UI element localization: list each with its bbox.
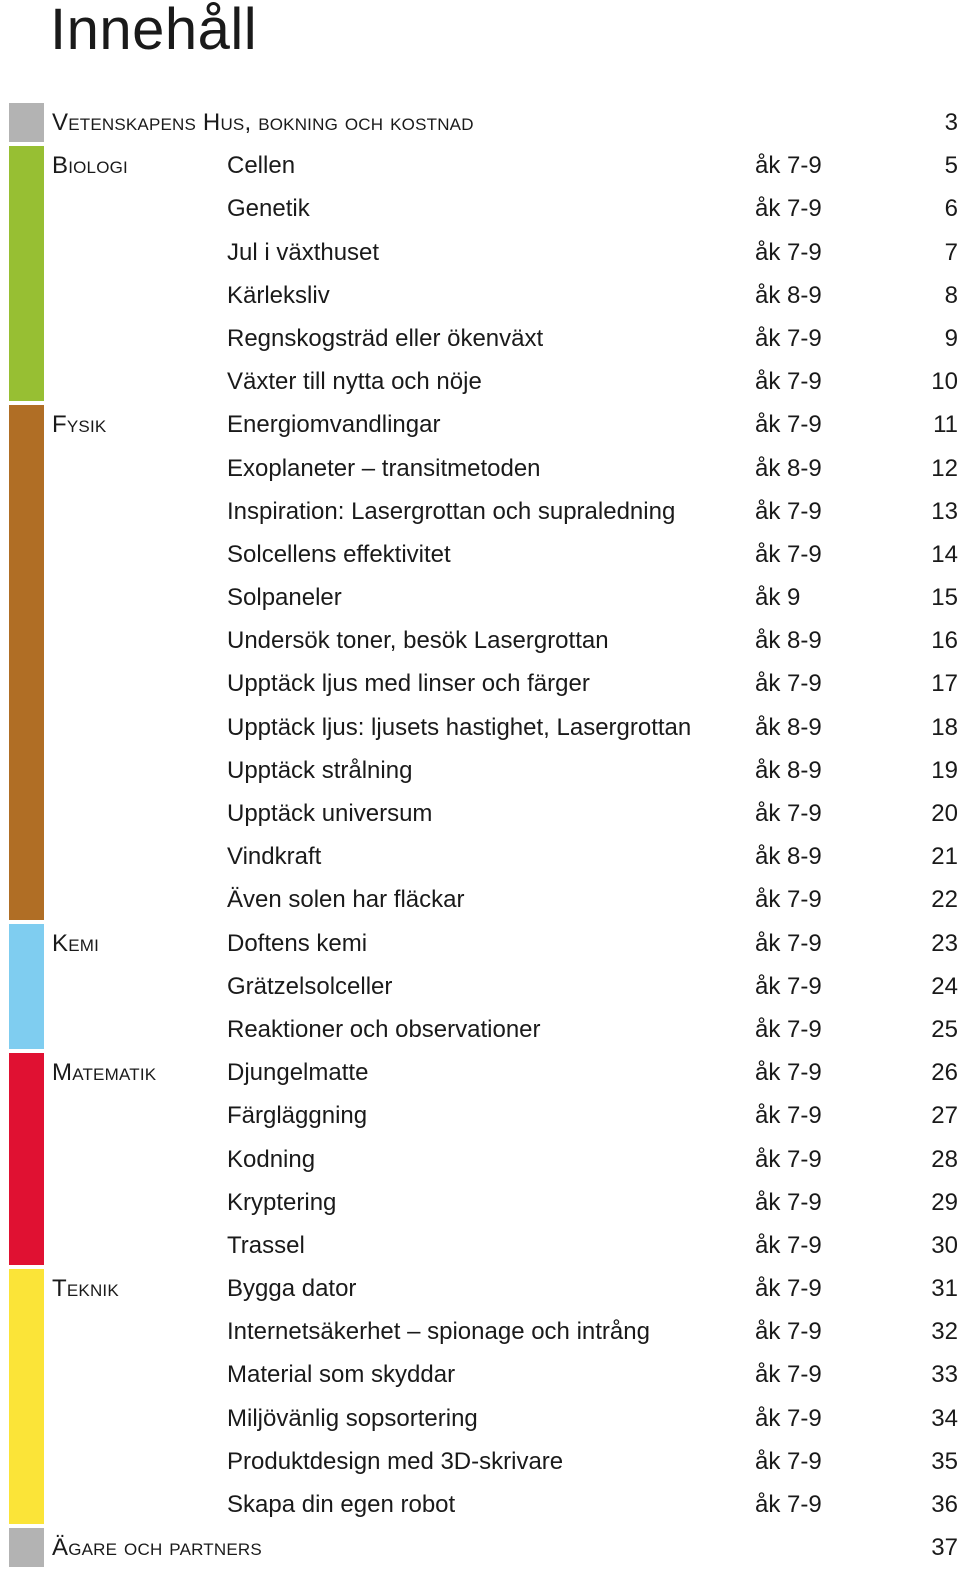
- toc-section-teknik: [0, 1267, 960, 1526]
- toc-row[interactable]: [0, 922, 960, 965]
- grade-level: åk 7-9: [755, 1404, 822, 1432]
- page-number: 10: [931, 368, 958, 396]
- page-number: 21: [931, 843, 958, 871]
- topic-title: Regnskogsträd eller ökenväxt: [227, 324, 544, 352]
- toc-section-matematik: [0, 1051, 960, 1267]
- toc-row[interactable]: [0, 533, 960, 576]
- grade-level: åk 7-9: [755, 411, 822, 439]
- topic-title: Vindkraft: [227, 843, 322, 871]
- toc-section-biologi: [0, 144, 960, 403]
- topic-title: Material som skyddar: [227, 1361, 456, 1389]
- topic-title: Kodning: [227, 1145, 316, 1173]
- topic-title: Växter till nytta och nöje: [227, 368, 482, 396]
- toc-row[interactable]: [0, 231, 960, 274]
- toc-row[interactable]: [0, 1353, 960, 1396]
- page-number: 22: [931, 886, 958, 914]
- grade-level: åk 7-9: [755, 1015, 822, 1043]
- grade-level: åk 7-9: [755, 929, 822, 957]
- grade-level: åk 7-9: [755, 670, 822, 698]
- page-number: 15: [931, 584, 958, 612]
- page-number: 26: [931, 1059, 958, 1087]
- toc-row[interactable]: [0, 1483, 960, 1526]
- toc-section-kemi: [0, 922, 960, 1052]
- page-number: 3: [944, 109, 958, 136]
- topic-title: Genetik: [227, 195, 310, 223]
- table-of-contents: [0, 101, 960, 1569]
- grade-level: åk 7-9: [755, 1231, 822, 1259]
- toc-row[interactable]: [0, 1440, 960, 1483]
- section-name: Teknik: [52, 1275, 119, 1303]
- toc-row[interactable]: [0, 360, 960, 403]
- toc-header-entry: [0, 101, 960, 144]
- toc-row[interactable]: [0, 403, 960, 446]
- topic-title: Upptäck universum: [227, 800, 433, 827]
- toc-row[interactable]: [0, 274, 960, 317]
- toc-row[interactable]: [0, 1224, 960, 1267]
- grade-level: åk 8-9: [755, 281, 822, 309]
- page-number: 25: [931, 1015, 958, 1043]
- page-number: 11: [933, 411, 958, 439]
- toc-row[interactable]: [0, 1008, 960, 1051]
- page-number: 29: [931, 1188, 958, 1216]
- topic-title: Solcellens effektivitet: [227, 540, 451, 568]
- grade-level: åk 8-9: [755, 756, 822, 784]
- page-number: 31: [931, 1275, 958, 1303]
- section-name: Biologi: [52, 152, 128, 180]
- topic-title: Solpaneler: [227, 584, 342, 612]
- section-name: Kemi: [52, 929, 100, 957]
- grade-level: åk 7-9: [755, 1059, 822, 1087]
- toc-row[interactable]: [0, 1181, 960, 1224]
- page-number: 13: [931, 497, 958, 525]
- topic-title: Internetsäkerhet – spionage och intrång: [227, 1318, 650, 1346]
- toc-row[interactable]: [0, 1310, 960, 1353]
- grade-level: åk 7-9: [755, 1361, 822, 1389]
- page-number: 14: [931, 540, 958, 568]
- topic-title: Kärleksliv: [227, 281, 330, 309]
- toc-row[interactable]: [0, 101, 960, 144]
- grade-level: åk 7-9: [755, 368, 822, 396]
- page-number: 27: [931, 1102, 958, 1130]
- section-name: Fysik: [52, 411, 107, 439]
- grade-level: åk 7-9: [755, 324, 822, 352]
- page-number: 36: [931, 1491, 958, 1518]
- topic-title: Upptäck strålning: [227, 756, 413, 784]
- grade-level: åk 7-9: [755, 800, 822, 827]
- page-number: 35: [931, 1447, 958, 1475]
- page-number: 23: [931, 929, 958, 957]
- topic-title: Jul i växthuset: [227, 238, 380, 266]
- page-number: 16: [931, 627, 958, 655]
- toc-row[interactable]: [0, 576, 960, 619]
- toc-row[interactable]: [0, 835, 960, 878]
- grade-level: åk 8-9: [755, 454, 822, 482]
- toc-row[interactable]: [0, 1267, 960, 1310]
- toc-footer-entry: [0, 1526, 960, 1569]
- page-number: 12: [931, 454, 958, 482]
- topic-title: Reaktioner och observationer: [227, 1015, 541, 1043]
- grade-level: åk 8-9: [755, 713, 822, 741]
- topic-title: Miljövänlig sopsortering: [227, 1404, 478, 1432]
- toc-row[interactable]: [0, 706, 960, 749]
- topic-title: Kryptering: [227, 1188, 337, 1216]
- toc-row[interactable]: [0, 1094, 960, 1137]
- toc-row[interactable]: [0, 1138, 960, 1181]
- page-number: 9: [944, 324, 958, 352]
- topic-title: Undersök toner, besök Lasergrottan: [227, 627, 609, 655]
- grade-level: åk 8-9: [755, 843, 822, 871]
- grade-level: åk 7-9: [755, 1491, 822, 1518]
- toc-row[interactable]: [0, 1526, 960, 1569]
- toc-row[interactable]: [0, 490, 960, 533]
- grade-level: åk 7-9: [755, 238, 822, 266]
- page-number: 33: [931, 1361, 958, 1389]
- grade-level: åk 7-9: [755, 1188, 822, 1216]
- grade-level: åk 7-9: [755, 1318, 822, 1346]
- page-number: 34: [931, 1404, 958, 1432]
- grade-level: åk 7-9: [755, 497, 822, 525]
- topic-title: Färgläggning: [227, 1102, 368, 1130]
- topic-title: Cellen: [227, 152, 296, 180]
- toc-row[interactable]: [0, 317, 960, 360]
- topic-title: Grätzelsolceller: [227, 972, 393, 1000]
- topic-title: Energiomvandlingar: [227, 411, 441, 439]
- grade-level: åk 7-9: [755, 1145, 822, 1173]
- section-name: Vetenskapens Hus, bokning och kostnad: [52, 109, 474, 136]
- grade-level: åk 8-9: [755, 627, 822, 655]
- grade-level: åk 7-9: [755, 1275, 822, 1303]
- toc-section-fysik: [0, 403, 960, 921]
- topic-title: Exoplaneter – transitmetoden: [227, 454, 541, 482]
- grade-level: åk 7-9: [755, 1102, 822, 1130]
- topic-title: Djungelmatte: [227, 1059, 369, 1087]
- page-number: 19: [931, 756, 958, 784]
- toc-row[interactable]: [0, 662, 960, 705]
- grade-level: åk 7-9: [755, 152, 822, 180]
- toc-row[interactable]: [0, 878, 960, 921]
- grade-level: åk 7-9: [755, 972, 822, 1000]
- page-title: Innehåll: [50, 0, 258, 62]
- page-number: 20: [931, 800, 958, 827]
- toc-row[interactable]: [0, 187, 960, 230]
- page-number: 5: [944, 152, 958, 180]
- toc-row[interactable]: [0, 1051, 960, 1094]
- topic-title: Upptäck ljus med linser och färger: [227, 670, 590, 698]
- toc-row[interactable]: [0, 792, 960, 835]
- topic-title: Trassel: [227, 1231, 305, 1259]
- page-number: 18: [931, 713, 958, 741]
- toc-row[interactable]: [0, 749, 960, 792]
- section-name: Ägare och partners: [52, 1534, 262, 1562]
- topic-title: Även solen har fläckar: [227, 886, 465, 914]
- page-number: 7: [944, 238, 958, 266]
- toc-row[interactable]: [0, 447, 960, 490]
- page-number: 30: [931, 1231, 958, 1259]
- grade-level: åk 7-9: [755, 540, 822, 568]
- page-number: 17: [931, 670, 958, 698]
- toc-row[interactable]: [0, 965, 960, 1008]
- page-number: 32: [931, 1318, 958, 1346]
- toc-sections: [0, 144, 960, 1526]
- topic-title: Doftens kemi: [227, 929, 368, 957]
- page-number: 24: [931, 972, 958, 1000]
- toc-row[interactable]: [0, 1397, 960, 1440]
- page-number: 37: [931, 1534, 958, 1562]
- topic-title: Inspiration: Lasergrottan och supraledning: [227, 497, 676, 525]
- grade-level: åk 7-9: [755, 886, 822, 914]
- topic-title: Skapa din egen robot: [227, 1491, 456, 1518]
- topic-title: Produktdesign med 3D-skrivare: [227, 1447, 564, 1475]
- topic-title: Bygga dator: [227, 1275, 357, 1303]
- toc-row[interactable]: [0, 619, 960, 662]
- topic-title: Upptäck ljus: ljusets hastighet, Lasergrottan: [227, 713, 692, 741]
- section-name: Matematik: [52, 1059, 157, 1087]
- grade-level: åk 7-9: [755, 1447, 822, 1475]
- page-number: 6: [944, 195, 958, 223]
- grade-level: åk 7-9: [755, 195, 822, 223]
- page-number: 28: [931, 1145, 958, 1173]
- grade-level: åk 9: [755, 584, 801, 612]
- toc-row[interactable]: [0, 144, 960, 187]
- page-number: 8: [944, 281, 958, 309]
